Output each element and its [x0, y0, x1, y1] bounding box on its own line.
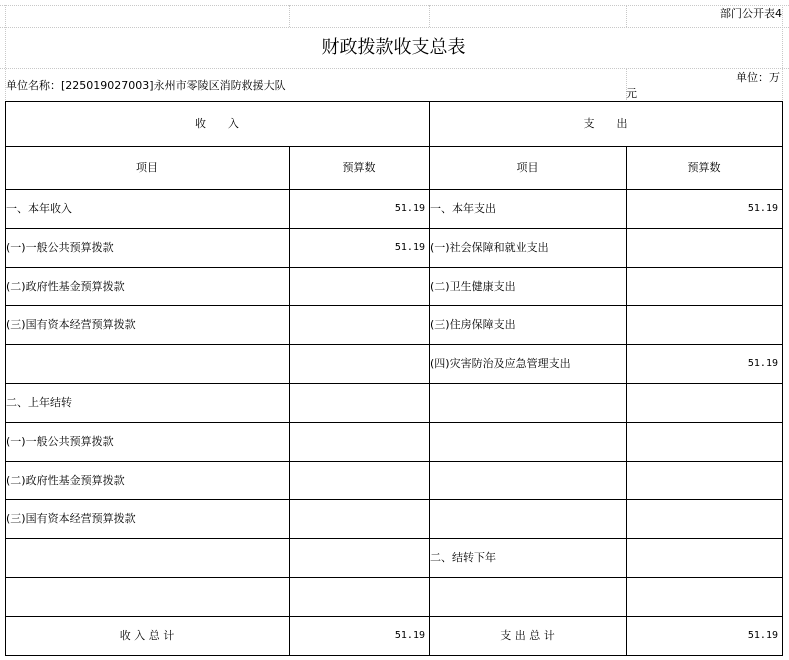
expense-item-cell	[429, 422, 626, 461]
unit-label-continued: 元	[626, 87, 637, 100]
income-item-cell	[5, 538, 289, 577]
income-item-cell: (三)国有资本经营预算拨款	[6, 318, 136, 331]
income-value-cell	[289, 305, 429, 344]
expense-header: 支 出	[583, 117, 628, 130]
expense-item-cell	[429, 577, 626, 616]
expense-item-cell: (一)社会保障和就业支出	[430, 241, 549, 254]
income-value-cell	[289, 422, 429, 461]
income-item-cell: 一、本年收入	[6, 202, 72, 215]
expense-item-cell: (三)住房保障支出	[430, 318, 516, 331]
income-total-value: 51.19	[394, 629, 425, 641]
income-item-cell	[5, 577, 289, 616]
income-header: 收 入	[195, 117, 239, 130]
income-item-cell	[5, 344, 289, 383]
income-item-cell: (二)政府性基金预算拨款	[6, 279, 125, 293]
income-item-cell: 二、上年结转	[6, 396, 72, 409]
table-number: 部门公开表4	[720, 7, 782, 20]
income-value-cell	[289, 538, 429, 577]
table-rule	[5, 655, 783, 656]
expense-value-cell	[626, 267, 782, 305]
income-value-cell	[289, 461, 429, 499]
sheet-gridline	[0, 68, 789, 69]
income-budget-header: 预算数	[342, 161, 376, 174]
income-total-label: 收 入 总 计	[119, 629, 175, 642]
income-value-cell	[289, 344, 429, 383]
expense-item-cell: 二、结转下年	[430, 551, 496, 564]
sheet-gridline	[0, 5, 789, 6]
income-item-cell: (一)一般公共预算拨款	[6, 241, 114, 254]
income-item-cell: (一)一般公共预算拨款	[6, 435, 114, 448]
income-value-cell: 51.19	[394, 241, 425, 253]
expense-value-cell	[626, 305, 782, 344]
expense-value-cell	[626, 577, 782, 616]
sheet-gridline	[782, 5, 783, 100]
table-rule	[782, 101, 783, 656]
expense-item-cell: (二)卫生健康支出	[430, 279, 516, 293]
unit-label: 单位：万	[736, 71, 780, 84]
income-value-cell	[289, 267, 429, 305]
expense-budget-header: 预算数	[687, 161, 721, 174]
unit-name: 单位名称：[225019027003]永州市零陵区消防救援大队	[6, 79, 286, 92]
page-title: 财政拨款收支总表	[321, 37, 466, 58]
expense-value-cell	[626, 228, 782, 267]
income-value-cell: 51.19	[394, 202, 425, 214]
expense-item-cell	[429, 383, 626, 422]
expense-total-value: 51.19	[747, 629, 778, 641]
income-value-cell	[289, 577, 429, 616]
expense-item-cell	[429, 461, 626, 499]
sheet-gridline	[429, 5, 430, 27]
sheet-gridline	[626, 5, 627, 27]
expense-item-cell: (四)灾害防治及应急管理支出	[430, 357, 571, 370]
sheet-gridline	[289, 5, 290, 27]
income-value-cell	[289, 383, 429, 422]
expense-item-cell	[429, 499, 626, 538]
expense-value-cell	[626, 422, 782, 461]
income-value-cell	[289, 499, 429, 538]
income-item-cell: (二)政府性基金预算拨款	[6, 473, 125, 487]
income-item-header: 项目	[136, 161, 158, 174]
expense-value-cell	[626, 383, 782, 422]
expense-total-label: 支 出 总 计	[500, 629, 555, 642]
expense-value-cell	[626, 538, 782, 577]
income-item-cell: (三)国有资本经营预算拨款	[6, 512, 136, 525]
expense-value-cell: 51.19	[747, 202, 778, 214]
expense-value-cell: 51.19	[747, 357, 778, 369]
expense-value-cell	[626, 499, 782, 538]
expense-value-cell	[626, 461, 782, 499]
expense-item-header: 项目	[516, 161, 539, 174]
expense-item-cell: 一、本年支出	[430, 202, 496, 215]
